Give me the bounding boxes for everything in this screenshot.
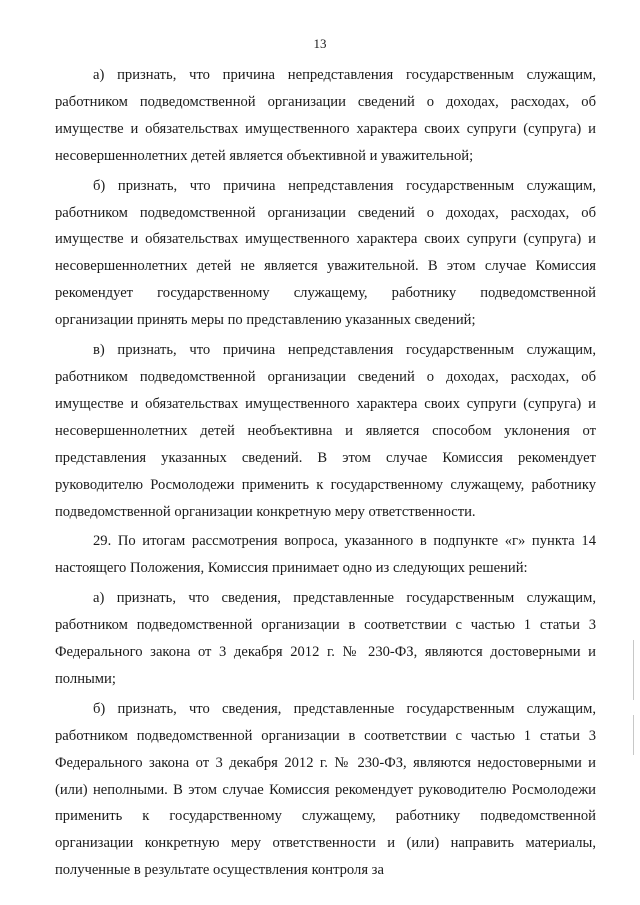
paragraph-29-decisions: 29. По итогам рассмотрения вопроса, указанного в подпункте «г» пункта 14 настоящего Положения, Комиссия принимает одно из следующих решений: [55,533,596,577]
paragraph-a-reliable-info: а) признать, что сведения, представленные государственным служащим, работником подведомственной организации в соответствии с частью 1 статьи 3 Федерального закона от 3 декабря 2012 г. № 230-ФЗ, являются достоверными и полными; [55,590,596,687]
paragraph-a-objective-reason: а) признать, что причина непредставления государственным служащим, работником подведомственной организации сведений о доходах, расходах, об имуществе и обязательствах имущественного характера своих супруги (супруга) и несовершеннолетних детей является объективной и уважительной; [55,67,596,164]
document-body [55,62,596,887]
paragraph-b-not-valid-reason: б) признать, что причина непредставления государственным служащим, работником подведомственной организации сведений о доходах, расходах, об имуществе и обязательствах имущественного характера своих супруги (супруга) и несовершеннолетних детей не является уважительной. В этом случае Комиссия рекомендует государственному служащему, работнику подведомственной организации принять меры по представлению указанных сведений; [55,177,596,329]
scan-edge-mark [633,715,634,755]
page-number: 13 [313,36,327,51]
scan-edge-mark [633,640,634,700]
paragraph-v-evasion: в) признать, что причина непредставления государственным служащим, работником подведомственной организации сведений о доходах, расходах, об имуществе и обязательствах имущественного характера своих супруги (супруга) и несовершеннолетних детей необъективна и является способом уклонения от представления указанных сведений. В этом случае Комиссия рекомендует руководителю Росмолодежи применить к государственному служащему, работнику подведомственной организации конкретную меру ответственности. [55,342,596,520]
paragraph-b-unreliable-info: б) признать, что сведения, представленные государственным служащим, работником подведомственной организации в соответствии с частью 1 статьи 3 Федерального закона от 3 декабря 2012 г. № 230-ФЗ, являются недостоверными и (или) неполными. В этом случае Комиссия рекомендует руководителю Росмолодежи применить к государственному служащему, работнику подведомственной организации конкретную меру ответственности и (или) направить материалы, полученные в результате осуществления контроля за [55,700,596,879]
